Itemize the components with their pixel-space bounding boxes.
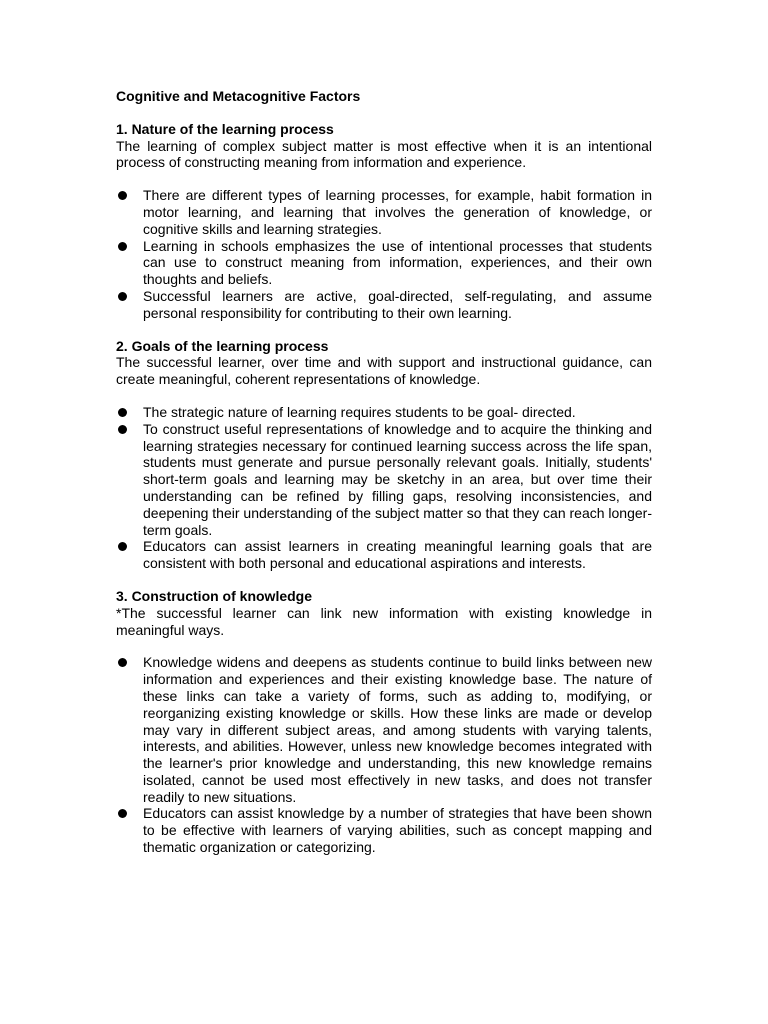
bullet-icon xyxy=(118,242,127,251)
document-title: Cognitive and Metacognitive Factors xyxy=(116,88,361,104)
section-goals-of-learning xyxy=(116,338,652,572)
list-item-text: The strategic nature of learning requires students to be goal- directed. xyxy=(143,403,576,420)
document-page xyxy=(116,88,652,872)
bullet-list xyxy=(116,404,652,572)
list-item-text: To construct useful representations of knowledge and to acquire the thinking and learning strategies necessary for continued learning success across the life span, students must generate and pursue personally relevant goals. Initially, students' short-term goals and learning may be sketchy in an area, but over time their understanding can be refined by filling gaps, resolving inconsistencies, and deepening their understanding of the subject matter so that they can reach longer-term goals. xyxy=(143,420,652,538)
list-item xyxy=(116,238,652,288)
list-item-text: Successful learners are active, goal-directed, self-regulating, and assume personal responsibility for contributing to their own learning. xyxy=(143,287,652,321)
section-intro: *The successful learner can link new information with existing knowledge in meaningful ways. xyxy=(116,604,652,638)
bullet-list xyxy=(116,654,652,856)
list-item xyxy=(116,288,652,322)
section-intro: The learning of complex subject matter is most effective when it is an intentional process of constructing meaning from information and experience. xyxy=(116,137,652,171)
list-item xyxy=(116,421,652,539)
bullet-icon xyxy=(118,658,127,667)
bullet-icon xyxy=(118,542,127,551)
bullet-icon xyxy=(118,425,127,434)
list-item-text: Knowledge widens and deepens as students continue to build links between new information and experiences and their existing knowledge base. The nature of these links can take a variety of forms, such as adding to, modifying, or reorganizing existing knowledge or skills. How these links are made or develop may vary in different subject areas, and among students with varying talents, interests, and abilities. However, unless new knowledge becomes integrated with the learner's prior knowledge and understanding, this new knowledge remains isolated, cannot be used most effectively in new tasks, and does not transfer readily to new situations. xyxy=(143,654,652,805)
section-heading: 3. Construction of knowledge xyxy=(116,587,313,604)
bullet-icon xyxy=(118,408,127,417)
section-heading: 2. Goals of the learning process xyxy=(116,337,329,354)
section-heading: 1. Nature of the learning process xyxy=(116,120,334,137)
bullet-list xyxy=(116,187,652,321)
list-item xyxy=(116,805,652,855)
section-nature-of-learning xyxy=(116,121,652,322)
list-item xyxy=(116,654,652,805)
list-item-text: There are different types of learning processes, for example, habit formation in motor learning, and learning that involves the generation of knowledge, or cognitive skills and learning strategies. xyxy=(143,187,652,237)
list-item xyxy=(116,187,652,237)
section-construction-of-knowledge xyxy=(116,588,652,856)
list-item xyxy=(116,538,652,572)
bullet-icon xyxy=(118,292,127,301)
list-item-text: Learning in schools emphasizes the use of intentional processes that students can use to construct meaning from information, experiences, and their own thoughts and beliefs. xyxy=(143,237,652,288)
bullet-icon xyxy=(118,191,127,200)
list-item xyxy=(116,404,652,421)
section-intro: The successful learner, over time and with support and instructional guidance, can create meaningful, coherent representations of knowledge. xyxy=(116,354,652,388)
list-item-text: Educators can assist learners in creating meaningful learning goals that are consistent with both personal and educational aspirations and interests. xyxy=(143,538,652,572)
bullet-icon xyxy=(118,809,127,818)
list-item-text: Educators can assist knowledge by a number of strategies that have been shown to be effective with learners of varying abilities, such as concept mapping and thematic organization or categorizing. xyxy=(143,805,652,856)
